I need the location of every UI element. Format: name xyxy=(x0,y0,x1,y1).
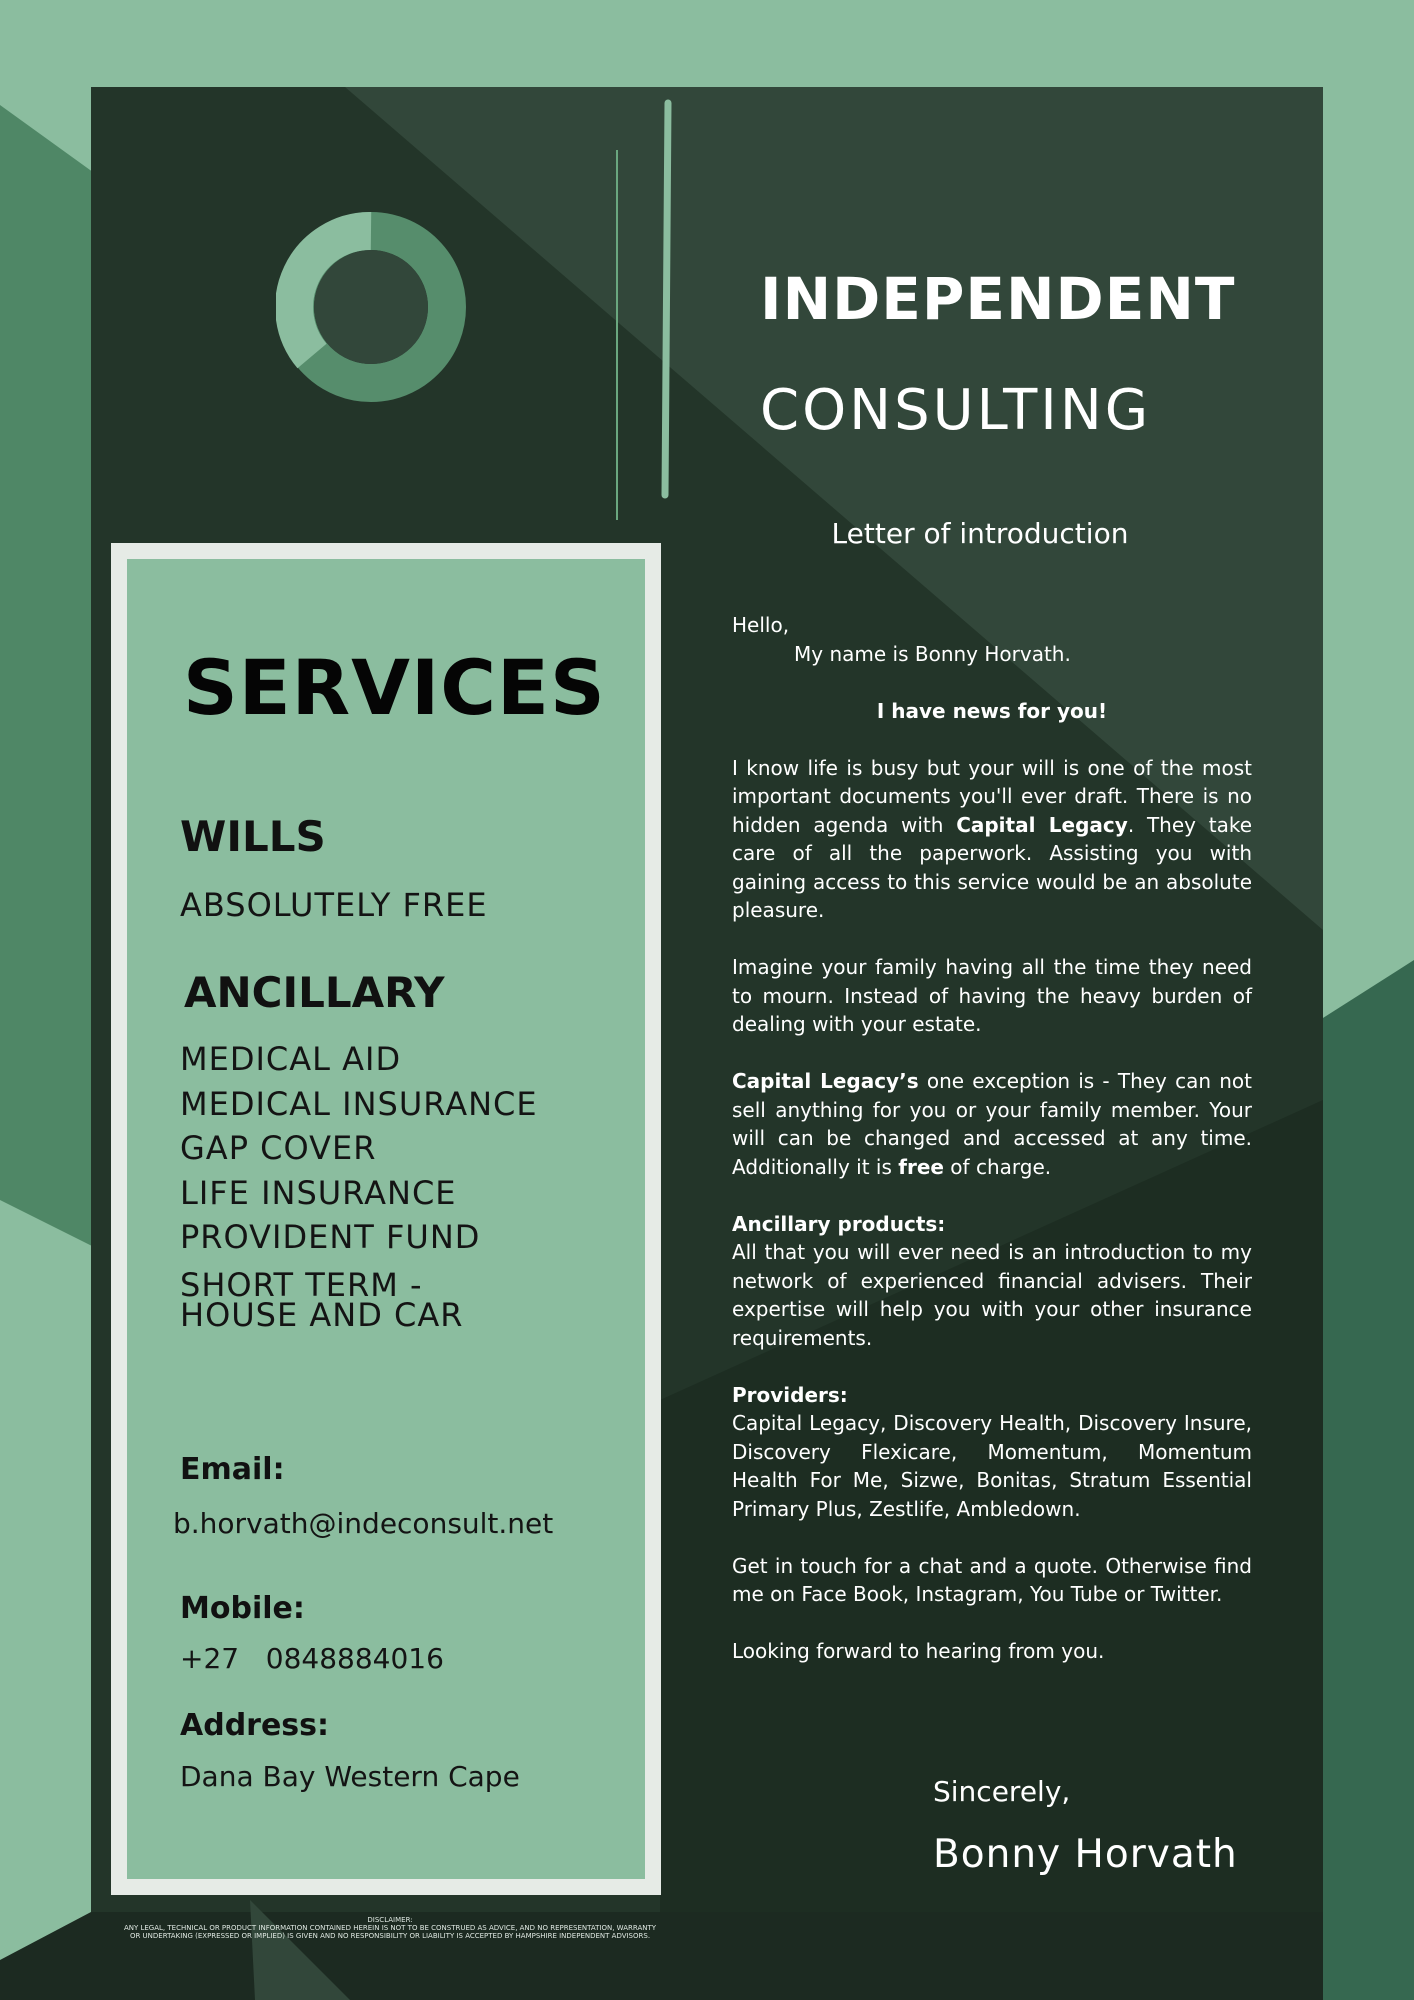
providers-heading: Providers: xyxy=(732,1382,848,1407)
wills-heading: WILLS xyxy=(180,812,326,861)
disclaimer xyxy=(120,1916,660,1940)
greeting: Hello, xyxy=(732,613,790,637)
service-item: MEDICAL AID xyxy=(180,1040,402,1078)
letter-body xyxy=(732,611,1252,1694)
disclaimer-heading: DISCLAIMER: xyxy=(367,1916,413,1924)
ring-logo-icon xyxy=(276,212,466,402)
service-item: GAP COVER xyxy=(180,1129,377,1167)
paragraph-3: Capital Legacy’s one exception is - They can not sell anything for you or your family member. Your will can be changed and accessed at any time. Additionally it is free of charge. xyxy=(732,1069,1252,1179)
news-line: I have news for you! xyxy=(876,698,1108,723)
service-item: PROVIDENT FUND xyxy=(180,1218,481,1256)
letter-subtitle: Letter of introduction xyxy=(831,517,1129,550)
mobile-label: Mobile: xyxy=(180,1591,305,1626)
sign-off: Sincerely, xyxy=(933,1775,1071,1808)
ancillary-products-heading: Ancillary products: xyxy=(732,1211,946,1236)
paragraph-7: Looking forward to hearing from you. xyxy=(732,1639,1105,1663)
service-item: SHORT TERM - xyxy=(180,1266,423,1304)
services-title: SERVICES xyxy=(183,643,606,732)
intro-line: My name is Bonny Horvath. xyxy=(794,641,1071,666)
disclaimer-text: ANY LEGAL, TECHNICAL OR PRODUCT INFORMATION CONTAINED HEREIN IS NOT TO BE CONSTRUED AS ADVICE, AND NO REPRESENTATION, WARRANTY OR UNDERTAKING (EXPRESSED OR IMPLIED) IS GIVEN AND NO RESPONSIBILITY OR LIABILITY IS ACCEPTED BY HAMPSHIRE INDEPENDENT ADVISORS. xyxy=(123,1924,657,1940)
paragraph-2: Imagine your family having all the time they need to mourn. Instead of having the heavy burden of dealing with your estate. xyxy=(732,955,1252,1036)
address-value: Dana Bay Western Cape xyxy=(180,1760,520,1793)
address-label: Address: xyxy=(180,1708,330,1743)
signature: Bonny Horvath xyxy=(933,1832,1238,1877)
email-label: Email: xyxy=(180,1452,285,1487)
service-item: LIFE INSURANCE xyxy=(180,1174,457,1212)
paragraph-4: All that you will ever need is an introduction to my network of experienced financial advisers. Their expertise will help you with your other insurance requirements. xyxy=(732,1240,1252,1350)
service-item: HOUSE AND CAR xyxy=(180,1296,464,1334)
service-item: MEDICAL INSURANCE xyxy=(180,1085,538,1123)
paragraph-1: I know life is busy but your will is one of the most important documents you'll ever draft. There is no hidden agenda with Capital Legacy. They take care of all the paperwork. Assisting you with gaining access to this service would be an absolute pleasure. xyxy=(732,755,1252,922)
mobile-value[interactable]: +27 0848884016 xyxy=(180,1642,444,1675)
wills-value: ABSOLUTELY FREE xyxy=(180,886,488,924)
title-independent: INDEPENDENT xyxy=(760,265,1236,333)
title-consulting: CONSULTING xyxy=(760,378,1152,443)
ancillary-heading: ANCILLARY xyxy=(184,968,445,1017)
paragraph-providers: Capital Legacy, Discovery Health, Discovery Insure, Discovery Flexicare, Momentum, Momentum Health For Me, Sizwe, Bonitas, Stratum Essential Primary Plus, Zestlife, Ambledown. xyxy=(732,1411,1252,1521)
email-value[interactable]: b.horvath@indeconsult.net xyxy=(173,1507,554,1540)
paragraph-6: Get in touch for a chat and a quote. Otherwise find me on Face Book, Instagram, You Tube or Twitter. xyxy=(732,1553,1252,1606)
